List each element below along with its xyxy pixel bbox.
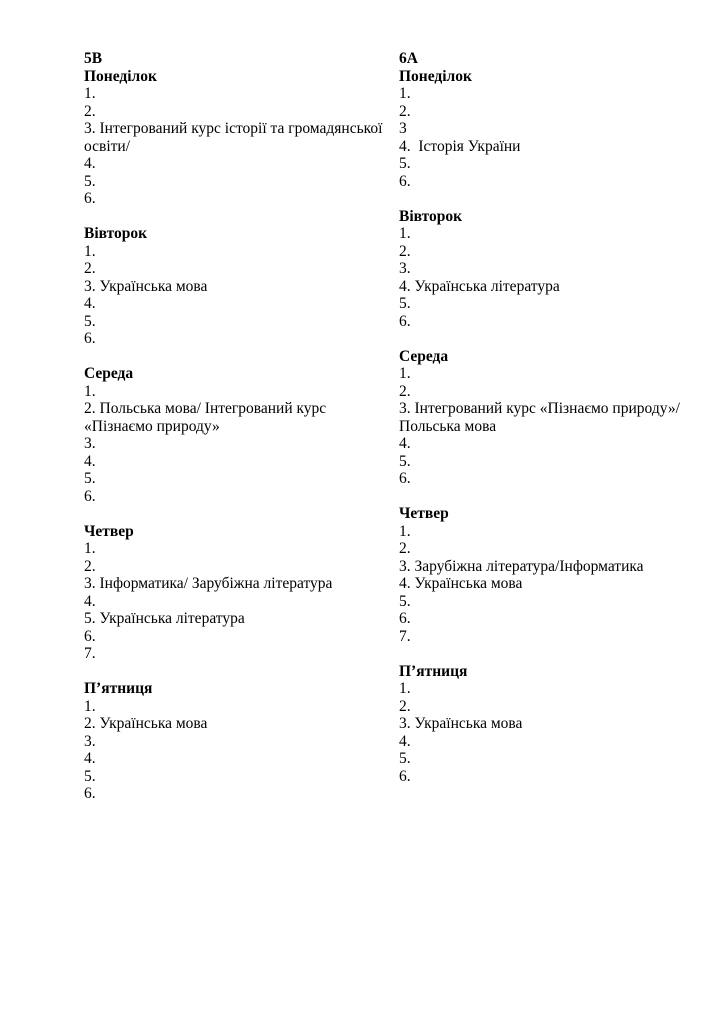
lesson-line: 2. Польська мова/ Інтегрований курс «Пізнаємо природу» [84,400,331,435]
day-block [84,68,386,208]
lesson-line: 1. [399,225,411,242]
lesson-line: 6. [84,190,96,207]
lesson-line: 1. [399,680,411,697]
lesson-line: 7. [399,627,411,645]
lesson-line: 6. [399,610,411,627]
lesson-line: 2. [84,102,96,120]
day-heading: П’ятниця [399,662,468,680]
lesson-line: 2. [399,242,411,260]
day-heading: Понеділок [399,67,472,85]
lesson-line: 3. Інтегрований курс «Пізнаємо природу»/ Польська мова [399,400,684,435]
lesson-line: 1. [399,85,411,102]
day-heading: Понеділок [84,67,157,85]
lesson-line: 1. [399,365,411,382]
day-block [399,68,721,191]
lesson-line: 5. [399,295,411,312]
lesson-line: 6. [399,470,411,487]
lesson-line: 4. Українська мова [399,575,523,592]
lesson-line: 3. Українська мова [84,277,208,295]
lesson-line: 3. Зарубіжна література/Інформатика [399,557,644,575]
day-block [399,348,721,488]
lesson-line: 3. [399,260,411,277]
lesson-line: 5. [84,312,96,330]
lesson-line: 1. [84,85,96,102]
day-heading: Середа [399,347,449,365]
lesson-line: 4. [84,155,96,172]
day-block [399,663,721,786]
lesson-line: 1. [84,242,96,260]
lesson-line: 2. [399,697,411,715]
day-block [84,365,386,505]
lesson-line: 4. Історія України [399,137,521,155]
lesson-line: 3. Українська мова [399,715,523,732]
lesson-line: 5. [84,767,96,785]
day-heading: Середа [84,365,134,382]
lesson-line: 6. [399,312,411,330]
day-heading: Вівторок [399,207,463,225]
day-block [84,225,386,348]
lesson-line: 4. Українська література [399,277,560,295]
lesson-line: 5. [399,592,411,610]
lesson-line: 6. [84,785,96,802]
lesson-line: 4. [84,452,96,470]
lesson-line: 3. [84,435,96,452]
day-block [399,505,721,645]
lesson-line: 4. [84,295,96,312]
day-block [399,208,721,331]
lesson-line: 6. [399,172,411,190]
lesson-line: 2. [84,260,96,277]
lesson-line: 1. [84,382,96,400]
day-heading: П’ятниця [84,680,153,697]
lesson-line: 5. [399,155,411,172]
lesson-line: 2. [84,557,96,575]
lesson-line: 4. [399,732,411,750]
lesson-line: 3. Інтегрований курс історії та громадянської освіти/ [84,120,387,155]
lesson-line: 1. [84,697,96,715]
lesson-line: 3. Інформатика/ Зарубіжна література [84,575,333,592]
schedule-column-left [84,50,386,803]
lesson-line: 3. [84,732,96,750]
lesson-line: 7. [84,645,96,662]
lesson-line: 4. [84,592,96,610]
day-heading: Четвер [399,505,449,522]
lesson-line: 2. [399,540,411,557]
lesson-line: 5. Українська література [84,610,245,627]
lesson-line: 2. [399,382,411,400]
lesson-line: 1. [84,540,96,557]
class-title: 6А [399,50,418,67]
lesson-line: 3 [399,120,407,137]
lesson-line: 5. [84,470,96,487]
lesson-line: 4. [399,435,411,452]
lesson-line: 2. Українська мова [84,715,208,732]
lesson-line: 4. [84,750,96,767]
lesson-line: 6. [84,487,96,505]
lesson-line: 5. [84,172,96,190]
class-title: 5В [84,50,103,67]
lesson-line: 5. [399,750,411,767]
day-heading: Вівторок [84,225,148,242]
lesson-line: 2. [399,102,411,120]
day-block [84,680,386,803]
lesson-line: 6. [84,627,96,645]
lesson-line: 6. [84,330,96,347]
day-block [84,523,386,663]
lesson-line: 5. [399,452,411,470]
lesson-line: 6. [399,767,411,785]
day-heading: Четвер [84,522,134,540]
schedule-column-right [399,50,721,785]
lesson-line: 1. [399,522,411,540]
